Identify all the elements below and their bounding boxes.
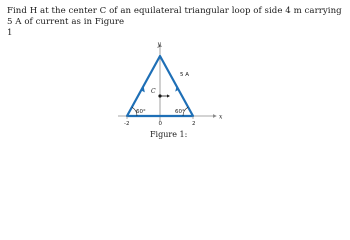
tick-label-right: 2	[192, 121, 196, 127]
current-label: 5 A	[180, 72, 190, 78]
x-axis-label: x	[219, 113, 223, 121]
problem-text-line-1: Find H at the center C of an equilateral triangular loop of side 4 m carrying 5 A of current as in Figure	[7, 6, 342, 27]
problem-text-line-2: 1	[7, 28, 13, 38]
tick-label-left: -2	[124, 121, 130, 127]
y-axis-label: y	[157, 41, 161, 48]
angle-right-label: 60°	[175, 109, 185, 115]
center-label: C	[151, 88, 156, 95]
figure-caption: Figure 1:	[150, 130, 188, 139]
angle-left-label: 60°	[136, 109, 146, 115]
center-arrow-head	[167, 94, 170, 97]
tick-label-origin: 0	[158, 121, 162, 127]
